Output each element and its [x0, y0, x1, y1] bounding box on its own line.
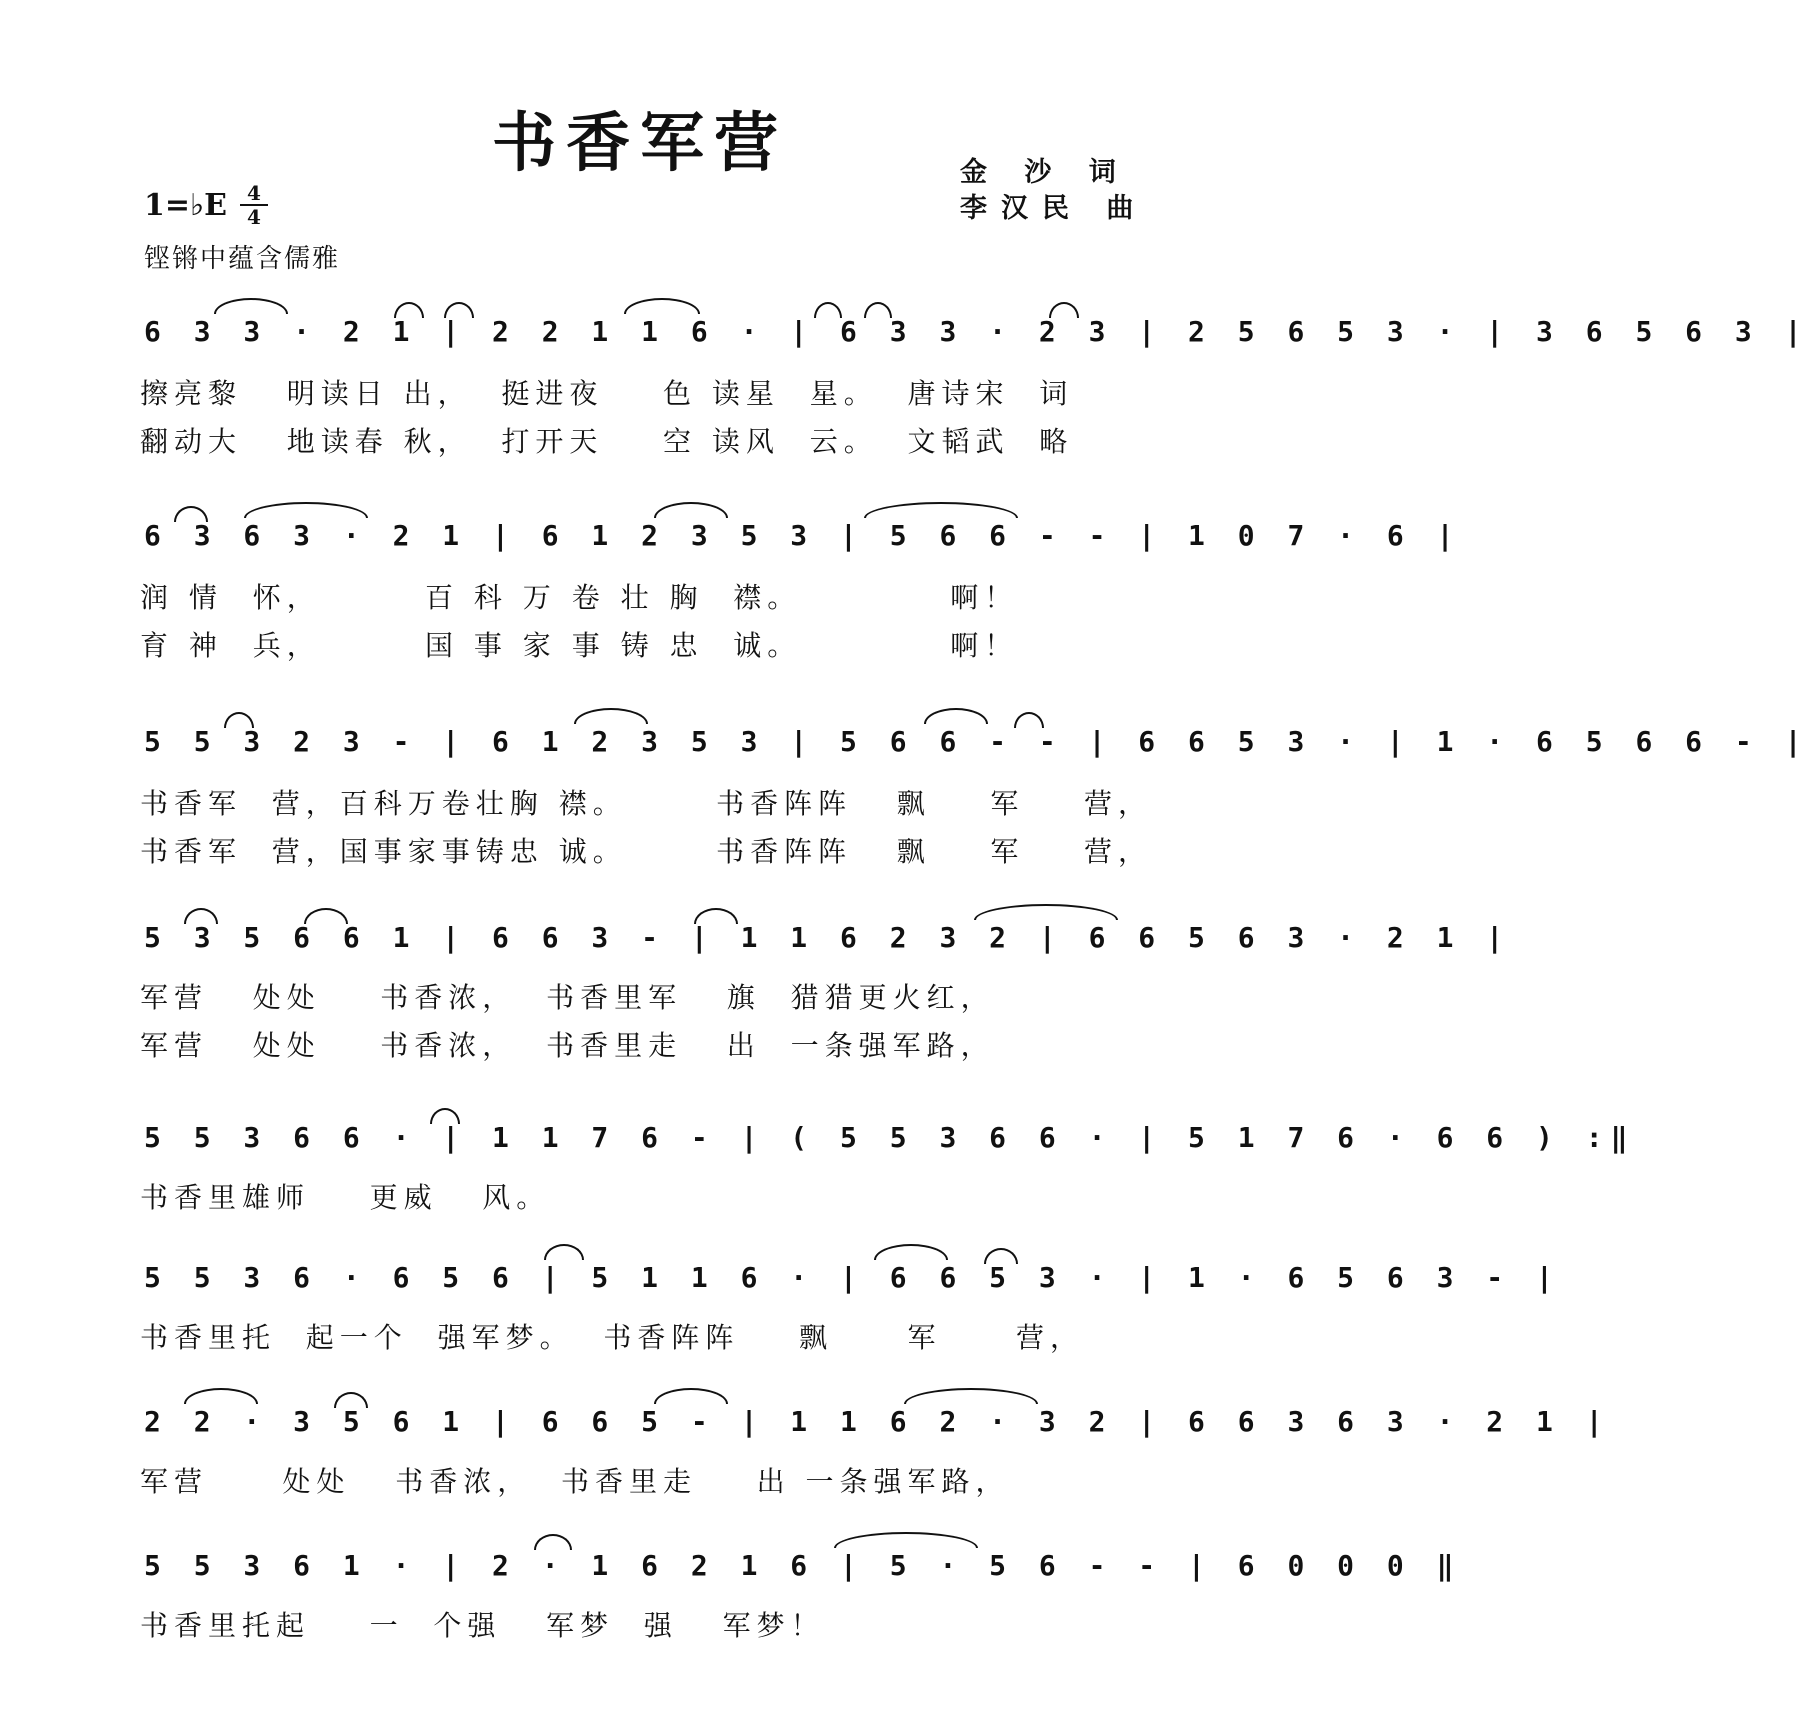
time-signature: [240, 182, 268, 228]
time-signature-top: 4: [247, 181, 261, 205]
lyric-verse-1: 书香军 营，百科万卷壮胸 襟。 书香阵阵 飘 军 营，: [140, 787, 1153, 820]
notation-line: 5 5 3 2 3 - | 6 1 2 3 5 3 | 5 6 6 - - | 6 6 5 3 · | 1 · 6 5 6 6 - |: [144, 725, 1809, 758]
lyric-verse-1: 书香里雄师 更威 风。: [140, 1181, 551, 1214]
music-system-3: [144, 722, 1809, 776]
notation-line: 6 3 6 3 · 2 1 | 6 1 2 3 5 3 | 5 6 6 - - | 1 0 7 · 6 |: [144, 519, 1462, 552]
music-system-8: [144, 1546, 1462, 1600]
lyric-verse-2: 军营 处处 书香浓， 书香里走 出 一条强军路，: [140, 1029, 995, 1062]
lyric-verse-1: 军营 处处 书香浓， 书香里走 出 一条强军路，: [140, 1465, 1010, 1498]
composer-credit: 李汉民 曲: [960, 193, 1148, 224]
lyric-verse-1: 书香里托起 一 个强 军梦 强 军梦！: [140, 1609, 825, 1642]
music-system-6: [144, 1258, 1561, 1312]
lyric-verse-1: 擦亮黎 明读日 出， 挺进夜 色 读星 星。 唐诗宋 词: [140, 377, 1074, 410]
notation-line: 5 5 3 6 · 6 5 6 | 5 1 1 6 · | 6 6 5 3 · | 1 · 6 5 6 3 - |: [144, 1261, 1561, 1294]
music-system-1: [144, 312, 1809, 366]
time-signature-bottom: 4: [240, 204, 268, 228]
notation-line: 5 3 5 6 6 1 | 6 6 3 - | 1 1 6 2 3 2 | 6 6 5 6 3 · 2 1 |: [144, 921, 1512, 954]
lyric-verse-2: 育 神 兵， 国 事 家 事 铸 忠 诚。 啊！: [140, 629, 1019, 662]
lyric-verse-1: 书香里托 起一个 强军梦。 书香阵阵 飘 军 营，: [140, 1321, 1085, 1354]
tempo-marking: 铿锵中蕴含儒雅: [144, 244, 341, 274]
key-signature: 1=♭E: [144, 188, 228, 223]
music-system-2: [144, 516, 1462, 570]
music-system-5: [144, 1118, 1636, 1172]
lyric-verse-2: 书香军 营，国事家事铸忠 诚。 书香阵阵 飘 军 营，: [140, 835, 1153, 868]
music-system-4: [144, 918, 1512, 972]
lyric-verse-1: 军营 处处 书香浓， 书香里军 旗 猎猎更火红，: [140, 981, 995, 1014]
music-system-7: [144, 1402, 1611, 1456]
notation-line: 5 5 3 6 1 · | 2 · 1 6 2 1 6 | 5 · 5 6 - - | 6 0 0 0 ‖: [144, 1549, 1462, 1582]
song-title: 书香军营: [492, 106, 788, 181]
notation-line: 6 3 3 · 2 1 | 2 2 1 1 6 · | 6 3 3 · 2 3 | 2 5 6 5 3 · | 3 6 5 6 3 |: [144, 315, 1809, 348]
lyric-verse-1: 润 情 怀， 百 科 万 卷 壮 胸 襟。 啊！: [140, 581, 1019, 614]
lyric-verse-2: 翻动大 地读春 秋， 打开天 空 读风 云。 文韬武 略: [140, 425, 1074, 458]
notation-line: 2 2 · 3 5 6 1 | 6 6 5 - | 1 1 6 2 · 3 2 | 6 6 3 6 3 · 2 1 |: [144, 1405, 1611, 1438]
notation-line: 5 5 3 6 6 · | 1 1 7 6 - | ( 5 5 3 6 6 · | 5 1 7 6 · 6 6 ) :‖: [144, 1121, 1636, 1154]
lyricist-credit: 金 沙 词: [960, 157, 1130, 188]
